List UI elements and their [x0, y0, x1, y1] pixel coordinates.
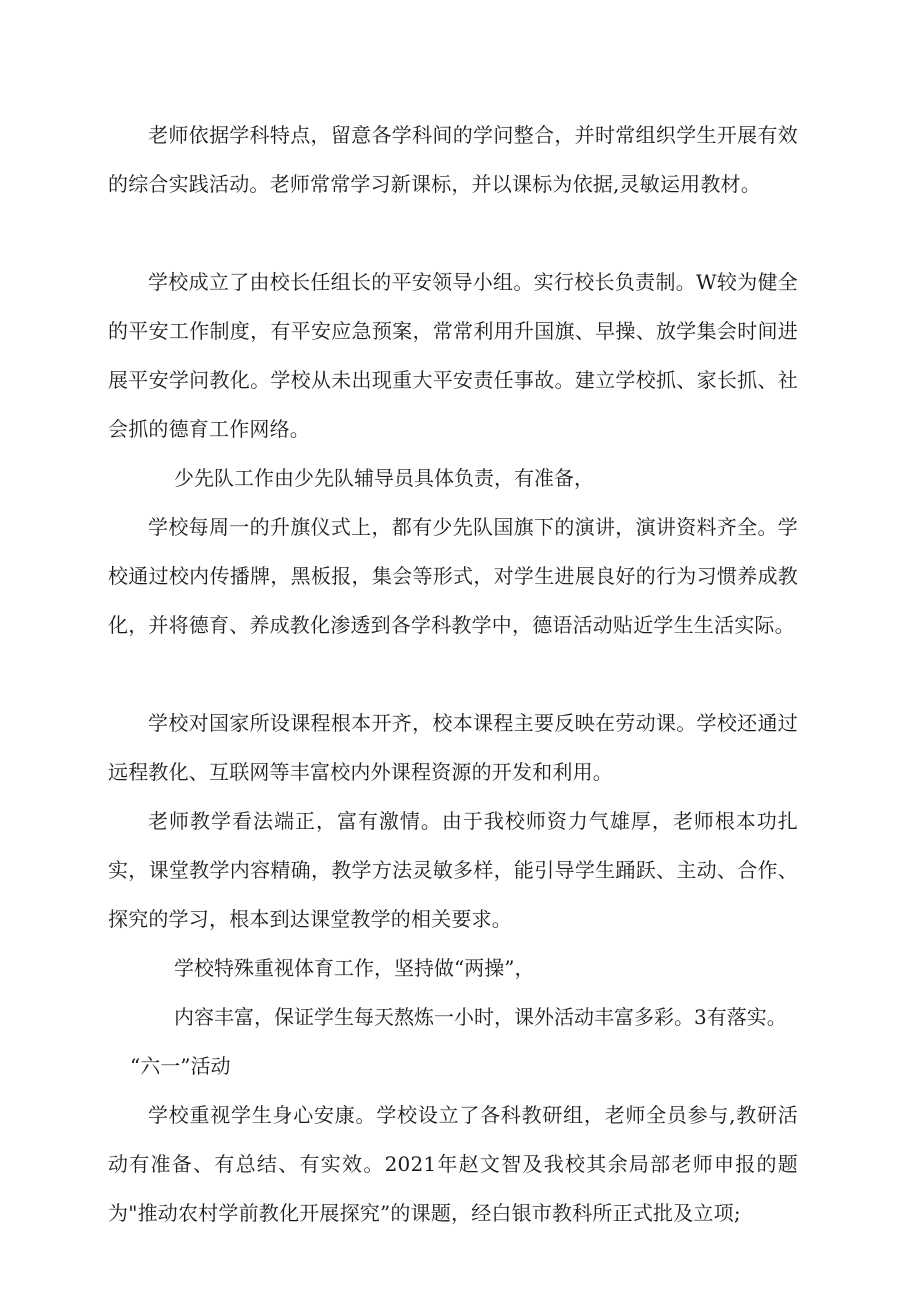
paragraph-health-research: 学校重视学生身心安康。学校设立了各科教研组，老师全员参与,教研活动有准备、有总结、有实效。2021年赵文智及我校其余局部老师申报的题为"推动农村学前教化开展探究”的课题，经白银市教科所正式批及立项; — [108, 1103, 798, 1225]
paragraph-activities: 内容丰富，保证学生每天熬炼一小时，课外活动丰富多彩。3有落实。 — [174, 1005, 787, 1029]
paragraph-young-pioneers: 少先队工作由少先队辅导员具体负责，有准备， — [174, 466, 594, 490]
paragraph-safety-leadership: 学校成立了由校长任组长的平安领导小组。实行校长负责制。W较为健全的平安工作制度，有平安应急预案，常常利用升国旗、早操、放学集会时间进展平安学问教化。学校从未出现重大平安责任事故。建立学校抓、家长抓、社会抓的德育工作网络。 — [108, 270, 798, 441]
paragraph-children-day: “六一”活动 — [130, 1054, 231, 1078]
paragraph-teacher-integration: 老师依据学科特点，留意各学科间的学问整合，并时常组织学生开展有效的综合实践活动。老师常常学习新课标，并以课标为依据,灵敏运用教材。 — [108, 123, 798, 196]
paragraph-sports: 学校特殊重视体育工作，坚持做“两操”， — [174, 956, 535, 980]
paragraph-curriculum: 学校对国家所设课程根本开齐，校本课程主要反映在劳动课。学校还通过远程教化、互联网等丰富校内外课程资源的开发和利用。 — [108, 711, 798, 784]
paragraph-flag-ceremony: 学校每周一的升旗仪式上，都有少先队国旗下的演讲，演讲资料齐全。学校通过校内传播牌，黑板报，集会等形式，对学生进展良好的行为习惯养成教化，并将德育、养成教化渗透到各学科教学中，德语活动贴近学生生活实际。 — [108, 515, 798, 637]
paragraph-teaching-attitude: 老师教学看法端正，富有激情。由于我校师资力气雄厚，老师根本功扎实，课堂教学内容精确，教学方法灵敏多样，能引导学生踊跃、主动、合作、探究的学习，根本到达课堂教学的相关要求。 — [108, 809, 798, 931]
